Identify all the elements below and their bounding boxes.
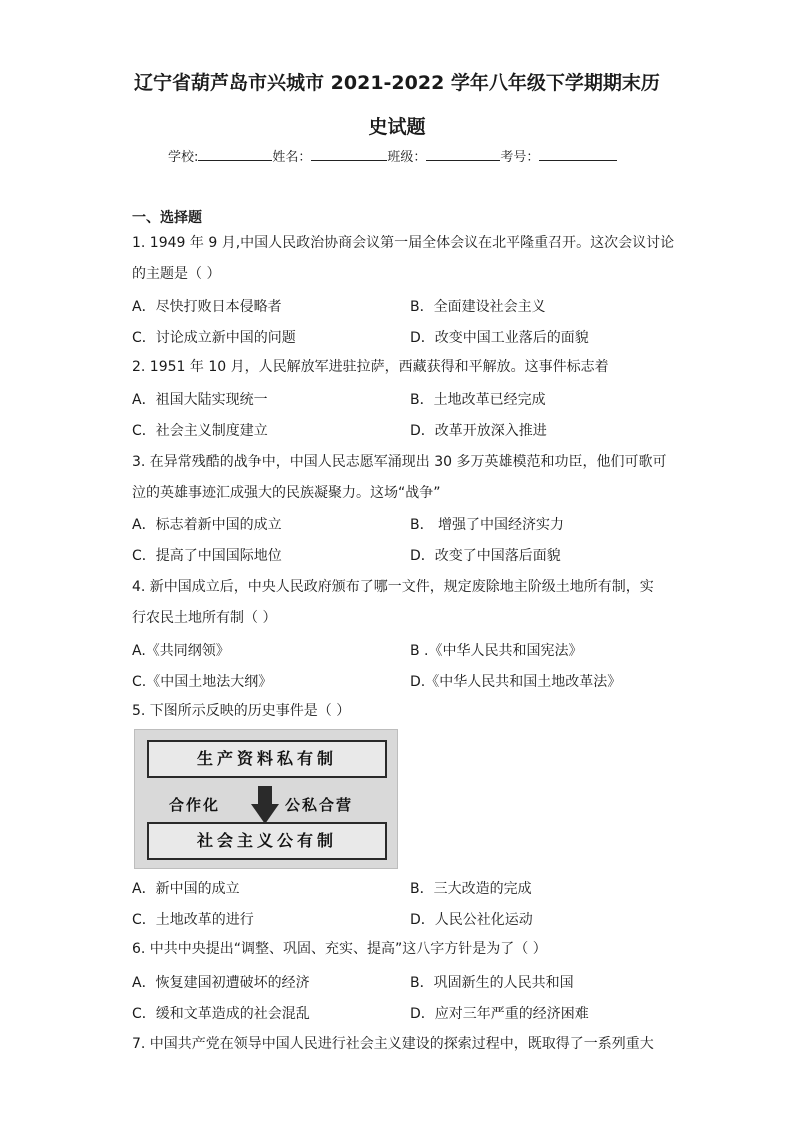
question-6-option-c: C．缓和文革造成的社会混乱	[132, 1006, 310, 1022]
exam-number-label: 考号：	[500, 150, 540, 165]
school-label: 学校:	[168, 150, 199, 165]
question-3-stem-line-1: 3. 在异常残酷的战争中，中国人民志愿军涌现出 30 多万英雄模范和功臣，他们可歌可	[132, 454, 667, 470]
question-4-option-d: D.《中华人民共和国土地改革法》	[410, 674, 622, 690]
class-field[interactable]	[426, 147, 500, 161]
diagram-top-box: 生产资料私有制	[147, 740, 387, 778]
question-1-option-b: B．全面建设社会主义	[410, 299, 546, 315]
question-4-option-a: A.《共同纲领》	[132, 643, 230, 659]
exam-title-line-2: 史试题	[368, 116, 426, 138]
question-4-option-c: C.《中国土地法大纲》	[132, 674, 273, 690]
question-6-option-a: A．恢复建国初遭破坏的经济	[132, 975, 310, 991]
question-2-option-a: A．祖国大陆实现统一	[132, 392, 268, 408]
question-1-option-d: D．改变中国工业落后的面貌	[410, 330, 589, 346]
question-6-option-d: D．应对三年严重的经济困难	[410, 1006, 589, 1022]
question-3-option-d: D．改变了中国落后面貌	[410, 548, 561, 564]
diagram-bottom-box: 社会主义公有制	[147, 822, 387, 860]
student-info-row	[168, 146, 617, 165]
question-3-stem-line-2: 泣的英雄事迹汇成强大的民族凝聚力。这场“战争”	[132, 485, 441, 501]
question-6-stem-line-1: 6. 中共中央提出“调整、巩固、充实、提高”这八字方针是为了（ ）	[132, 941, 547, 957]
question-4-stem-line-1: 4. 新中国成立后，中央人民政府颁布了哪一文件，规定废除地主阶级土地所有制，实	[132, 579, 654, 595]
question-5-option-d: D．人民公社化运动	[410, 912, 533, 928]
question-5-stem-line-1: 5. 下图所示反映的历史事件是（ ）	[132, 703, 351, 719]
question-2-stem-line-1: 2. 1951 年 10 月，人民解放军进驻拉萨，西藏获得和平解放。这事件标志着	[132, 359, 609, 375]
question-3-option-b: B． 增强了中国经济实力	[410, 517, 565, 533]
question-2-option-d: D．改革开放深入推进	[410, 423, 547, 439]
question-7-stem-line-1: 7. 中国共产党在领导中国人民进行社会主义建设的探索过程中，既取得了一系列重大	[132, 1036, 654, 1052]
question-4-option-b: B .《中华人民共和国宪法》	[410, 643, 583, 659]
exam-title-line-1: 辽宁省葫芦岛市兴城市 2021-2022 学年八年级下学期期末历	[134, 72, 660, 94]
name-label: 姓名：	[272, 150, 312, 165]
exam-number-field[interactable]	[539, 147, 617, 161]
question-1-stem-line-2: 的主题是（ ）	[132, 266, 221, 282]
question-3-option-c: C．提高了中国国际地位	[132, 548, 282, 564]
name-field[interactable]	[311, 147, 387, 161]
question-5-option-c: C．土地改革的进行	[132, 912, 254, 928]
down-arrow-icon	[251, 786, 279, 824]
question-2-option-b: B．土地改革已经完成	[410, 392, 546, 408]
diagram-left-label: 合作化	[169, 796, 221, 814]
question-4-stem-line-2: 行农民土地所有制（ ）	[132, 610, 277, 626]
class-label: 班级：	[387, 150, 427, 165]
school-field[interactable]	[198, 147, 272, 161]
question-5-option-a: A．新中国的成立	[132, 881, 240, 897]
socialist-transformation-diagram	[134, 729, 398, 869]
question-2-option-c: C．社会主义制度建立	[132, 423, 268, 439]
question-1-stem-line-1: 1. 1949 年 9 月,中国人民政治协商会议第一届全体会议在北平隆重召开。这次会议讨论	[132, 235, 675, 251]
question-5-option-b: B．三大改造的完成	[410, 881, 532, 897]
question-3-option-a: A．标志着新中国的成立	[132, 517, 282, 533]
question-1-option-c: C．讨论成立新中国的问题	[132, 330, 296, 346]
section-heading: 一、选择题	[132, 210, 202, 226]
question-6-option-b: B．巩固新生的人民共和国	[410, 975, 574, 991]
diagram-right-label: 公私合营	[285, 796, 354, 814]
question-1-option-a: A．尽快打败日本侵略者	[132, 299, 282, 315]
